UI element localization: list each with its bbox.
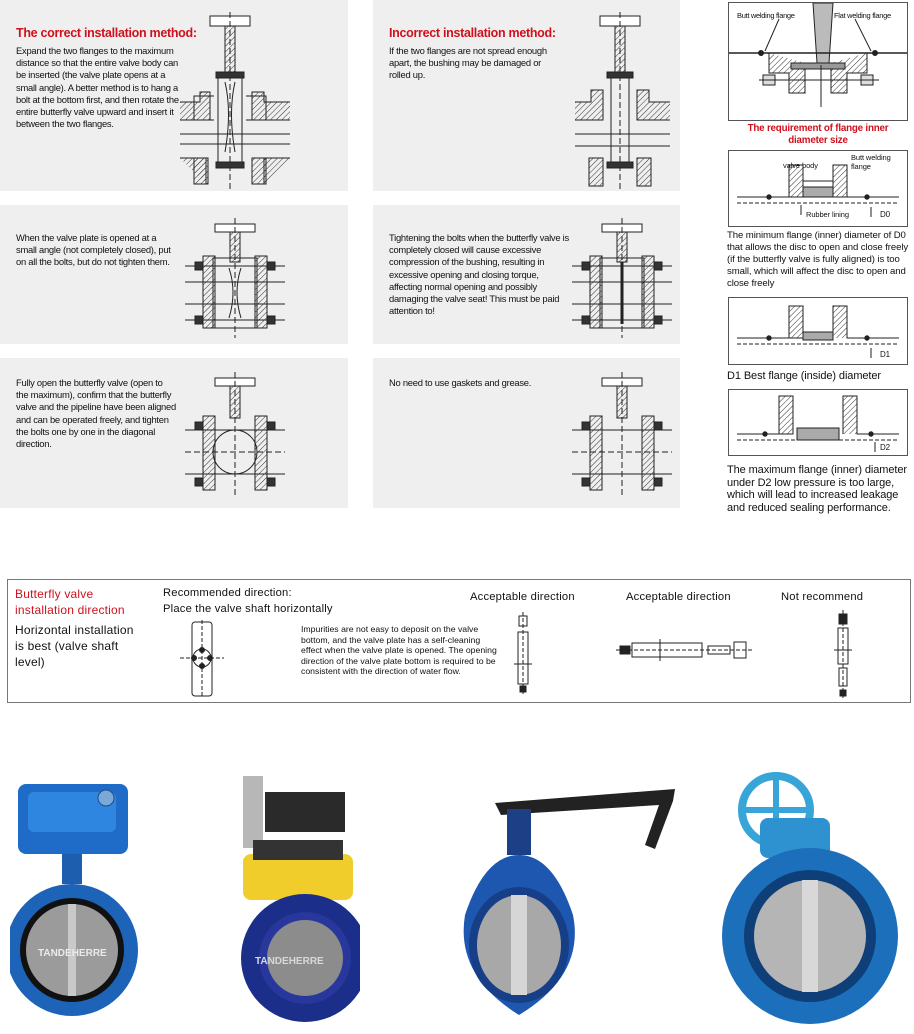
recommended-text: Impurities are not easy to deposit on the valve bottom, and the valve plate has a self-cleaning effect when the valve plate is opened. The opening direction of the valve plate bottom is required to be consistent with the direction of water flow. (301, 624, 497, 677)
direction-subtitle: Horizontal installation is best (valve shaft level) (15, 623, 134, 669)
flange-label-d1: D1 (880, 350, 891, 359)
recommended-orientation-icon (180, 620, 224, 698)
recommended-line2: Place the valve shaft horizontally (163, 603, 333, 615)
diagram-no-gasket (572, 372, 672, 498)
diagram-bolts-tight-closed (572, 218, 672, 338)
diagram-correct-insertion (180, 12, 290, 190)
direction-title: Butterfly valve installation direction (15, 587, 125, 617)
incorrect-method-text: If the two flanges are not spread enough apart, the bushing may be damaged or rolled up. (389, 45, 547, 81)
flange-requirement-title: The requirement of flange inner diameter size (747, 123, 889, 146)
acceptable-direction-2: Acceptable direction (626, 591, 731, 603)
acceptable-orientation-icon-2 (616, 637, 754, 663)
product-lever-wafer-valve (445, 775, 685, 1025)
correct-method-title: The correct installation method: (16, 26, 197, 40)
flange-label-d0: D0 (880, 210, 891, 219)
flange-d2-text: The maximum flange (inner) diameter under D2 low pressure is too large, which will lead to increased leakage and reduced sealing performance. (727, 464, 907, 514)
panel-step2-left (0, 205, 348, 344)
step2-left-text: When the valve plate is opened at a small angle (not completely closed), put on all the bolts, but do not tighten them. (16, 232, 171, 268)
flange-label-butt-welding-2: Butt welding flange (851, 153, 891, 171)
step3-right-text: No need to use gaskets and grease. (389, 377, 532, 388)
diagram-incorrect-insertion (575, 12, 670, 190)
not-recommend-orientation-icon (832, 610, 854, 700)
product-watermark-2: TANDEHERRE (255, 956, 324, 967)
product-gear-flanged-valve (700, 770, 910, 1026)
diagram-fully-open-tighten (185, 372, 285, 498)
recommended-line1: Recommended direction: (163, 587, 292, 599)
diagram-bolts-loose (185, 218, 285, 338)
not-recommend-label: Not recommend (781, 591, 864, 603)
flange-d0-text: The minimum flange (inner) diameter of D0 that allows the disc to open and close freely (if the butterfly valve is fully aligned) is too small, which will affect the disc to open and close freely (727, 230, 909, 289)
product-pneumatic-flanged-valve (225, 770, 360, 1022)
flange-label-d2: D2 (880, 443, 891, 452)
flange-label-rubber-lining: Rubber lining (806, 210, 849, 219)
product-electric-wafer-valve (10, 770, 150, 1022)
product-watermark-1: TANDEHERRE (38, 948, 107, 959)
step3-left-text: Fully open the butterfly valve (open to the maximum), confirm that the butterfly valve and the pipeline have been aligned and can be operated freely, and tighten the bolts one by one in the diagonal direction. (16, 377, 176, 450)
step2-right-text: Tightening the bolts when the butterfly valve is completely closed will cause excessive compression of the bushing, resulting in excessive opening and closing torque, affecting normal opening and possibly damaging the valve seat! This must be paid attention to! (389, 232, 569, 317)
acceptable-direction-1: Acceptable direction (470, 591, 575, 603)
correct-method-text: Expand the two flanges to the maximum distance so that the entire valve body can be inserted (the valve plate opens at a small angle). A better method is to hang a bolt at the bottom first, and then rotate the entire butterfly valve upward and insert it between the two flanges. (16, 45, 179, 130)
flange-label-flat-welding: Flat welding flange (834, 11, 891, 20)
flange-d1-text: D1 Best flange (inside) diameter (727, 370, 881, 382)
acceptable-orientation-icon-1 (512, 612, 534, 694)
incorrect-method-title: Incorrect installation method: (389, 26, 556, 40)
flange-label-valve-body: valve body (783, 161, 818, 170)
flange-label-butt-welding: Butt welding flange (737, 11, 795, 20)
